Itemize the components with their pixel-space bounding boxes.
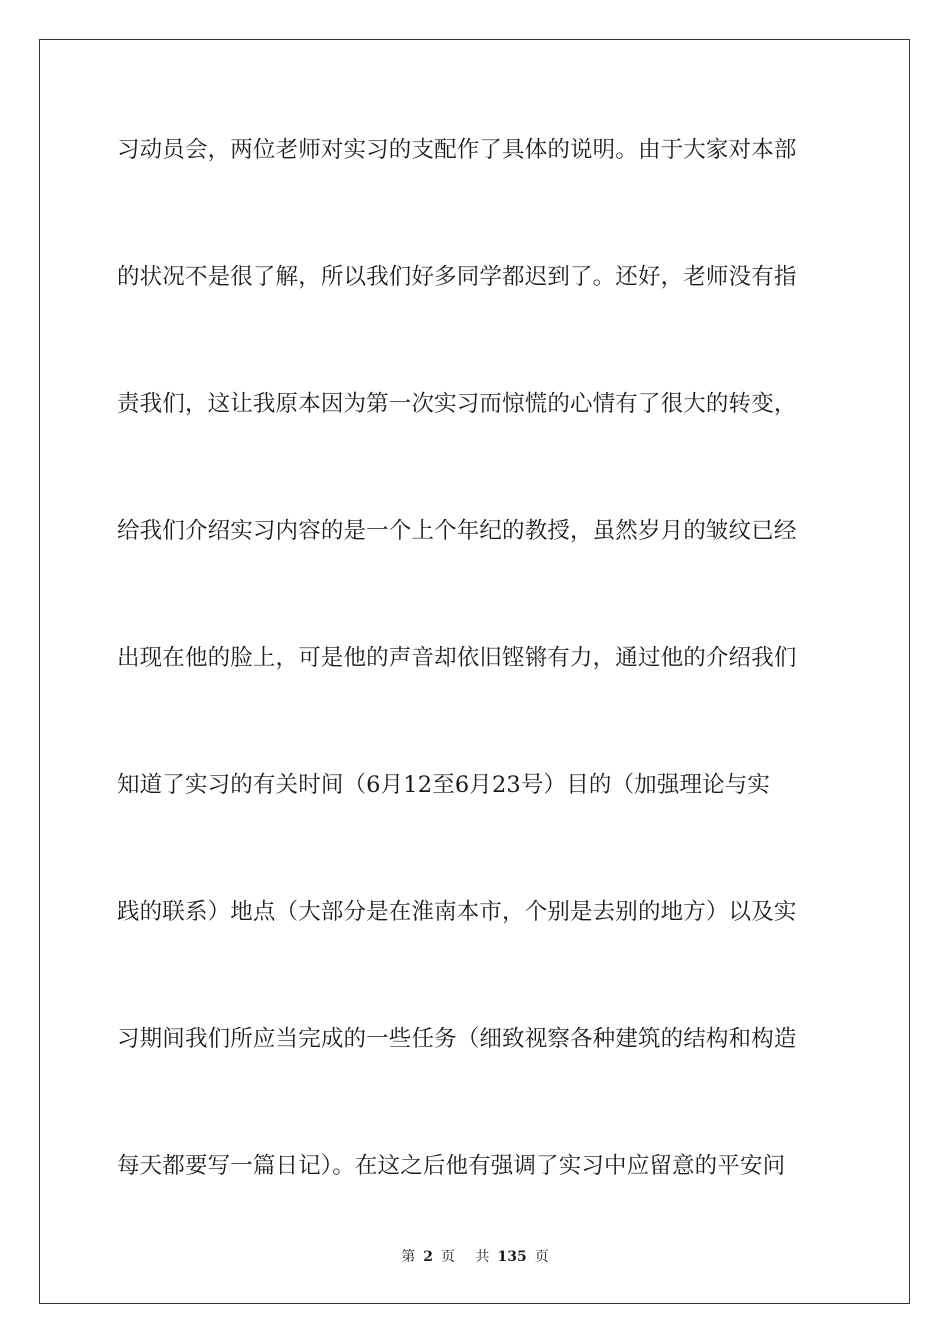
text-line: 知道了实习的有关时间（6月12至6月23号）目的（加强理论与实 [117, 772, 771, 798]
total-pages: 135 [497, 1249, 527, 1265]
page-indicator [397, 1249, 459, 1265]
page-footer [0, 1248, 950, 1266]
text-line: 的状况不是很了解，所以我们好多同学都迟到了。还好，老师没有指 [117, 264, 797, 290]
text-line: 每天都要写一篇日记）。在这之后他有强调了实习中应留意的平安问 [117, 1153, 786, 1179]
text-line: 习期间我们所应当完成的一些任务（细致视察各种建筑的结构和构造 [117, 1026, 797, 1052]
total-pages-indicator [471, 1249, 552, 1265]
text-line: 出现在他的脸上，可是他的声音却依旧铿锵有力，通过他的介绍我们 [117, 645, 797, 671]
text-line: 给我们介绍实习内容的是一个上个年纪的教授，虽然岁月的皱纹已经 [117, 518, 797, 544]
page-number: 2 [423, 1249, 434, 1265]
text-line: 责我们，这让我原本因为第一次实习而惊慌的心情有了很大的转变， [117, 391, 797, 417]
page-suffix: 页 [441, 1249, 456, 1265]
page-prefix: 第 [401, 1249, 416, 1265]
document-body [117, 130, 833, 1273]
total-prefix: 共 [475, 1249, 490, 1265]
text-line: 践的联系）地点（大部分是在淮南本市，个别是去别的地方）以及实 [117, 899, 797, 925]
total-suffix: 页 [534, 1249, 549, 1265]
text-line: 习动员会，两位老师对实习的支配作了具体的说明。由于大家对本部 [117, 137, 797, 163]
